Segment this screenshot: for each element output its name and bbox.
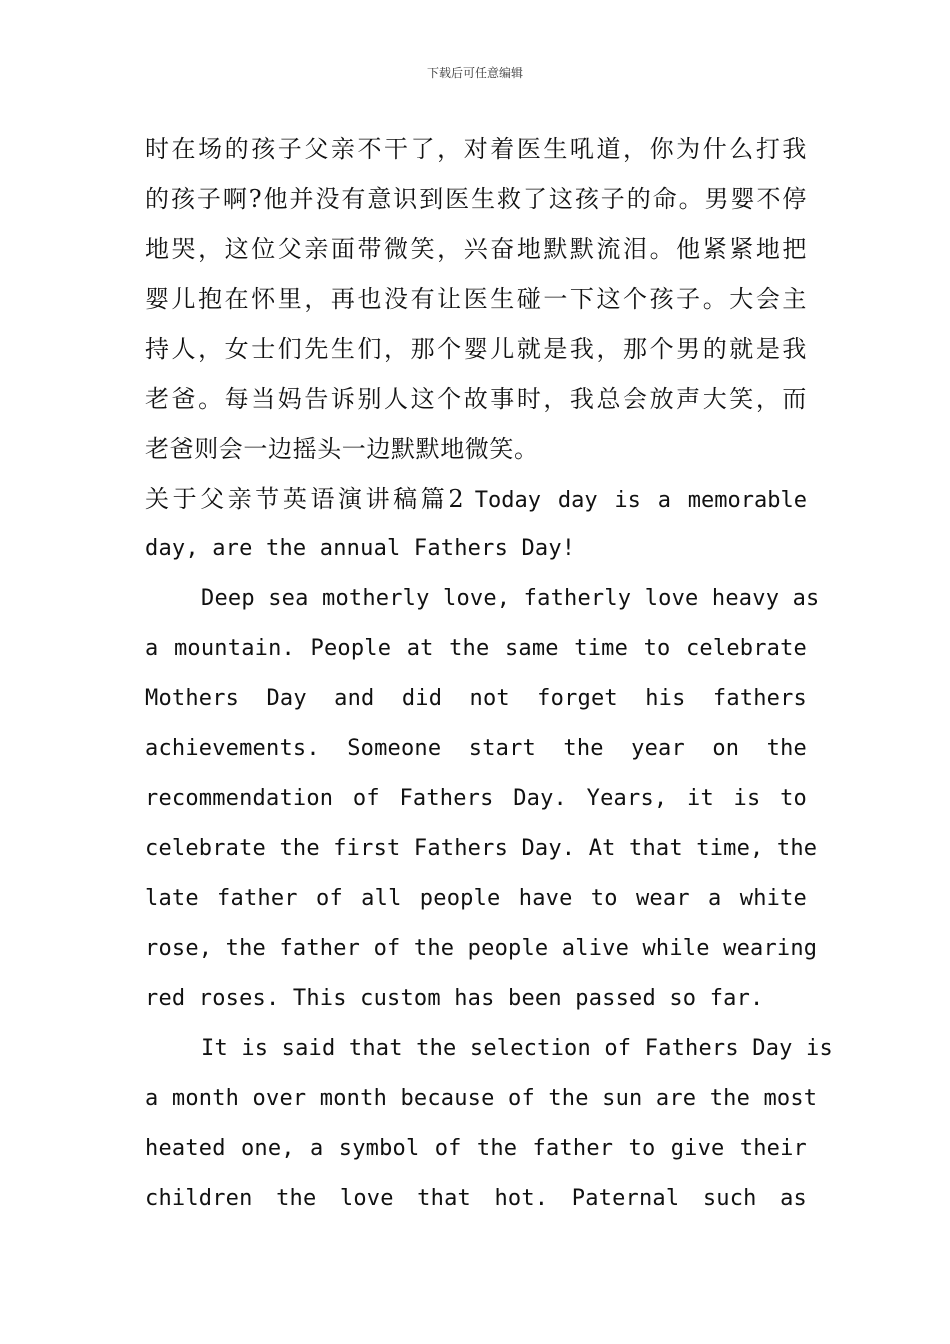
text-line: 婴儿抱在怀里，再也没有让医生碰一下这个孩子。大会主	[145, 285, 807, 313]
text-line: 时在场的孩子父亲不干了，对着医生吼道，你为什么打我	[145, 135, 807, 163]
text-line: late father of all people have to wear a white	[145, 886, 807, 911]
page-header: 下载后可任意编辑	[426, 66, 523, 80]
text-line: 老爸则会一边摇头一边默默地微笑。	[145, 435, 539, 463]
text-line: 持人，女士们先生们，那个婴儿就是我，那个男的就是我	[145, 335, 807, 363]
text-line: rose, the father of the people alive while wearing	[145, 936, 818, 961]
section-heading-line	[145, 474, 807, 524]
text-line: a month over month because of the sun are the most	[145, 1086, 818, 1111]
text-line: celebrate the first Fathers Day. At that time, the	[145, 836, 818, 861]
text-line: heated one, a symbol of the father to give their	[145, 1136, 807, 1161]
text-line: achievements. Someone start the year on the	[145, 736, 807, 761]
text-line: It is said that the selection of Fathers Day is	[201, 1036, 833, 1061]
text-line: 的孩子啊?他并没有意识到医生救了这孩子的命。男婴不停	[145, 185, 807, 213]
text-line: a mountain. People at the same time to celebrate	[145, 636, 807, 661]
document-body	[145, 124, 833, 1224]
text-line: Mothers Day and did not forget his fathers	[145, 686, 807, 711]
text-line: recommendation of Fathers Day. Years, it is to	[145, 786, 807, 811]
text-line: 地哭，这位父亲面带微笑，兴奋地默默流泪。他紧紧地把	[145, 235, 807, 263]
text-line: 老爸。每当妈告诉别人这个故事时，我总会放声大笑，而	[145, 385, 807, 413]
text-line: Deep sea motherly love, fatherly love heavy as	[201, 586, 820, 611]
text-line: children the love that hot. Paternal such as	[145, 1186, 807, 1211]
section-heading: 关于父亲节英语演讲稿篇2	[145, 485, 464, 513]
text-line: day, are the annual Fathers Day!	[145, 536, 576, 561]
text-line: red roses. This custom has been passed so far.	[145, 986, 764, 1011]
text-line: Today day is a memorable	[474, 488, 807, 513]
